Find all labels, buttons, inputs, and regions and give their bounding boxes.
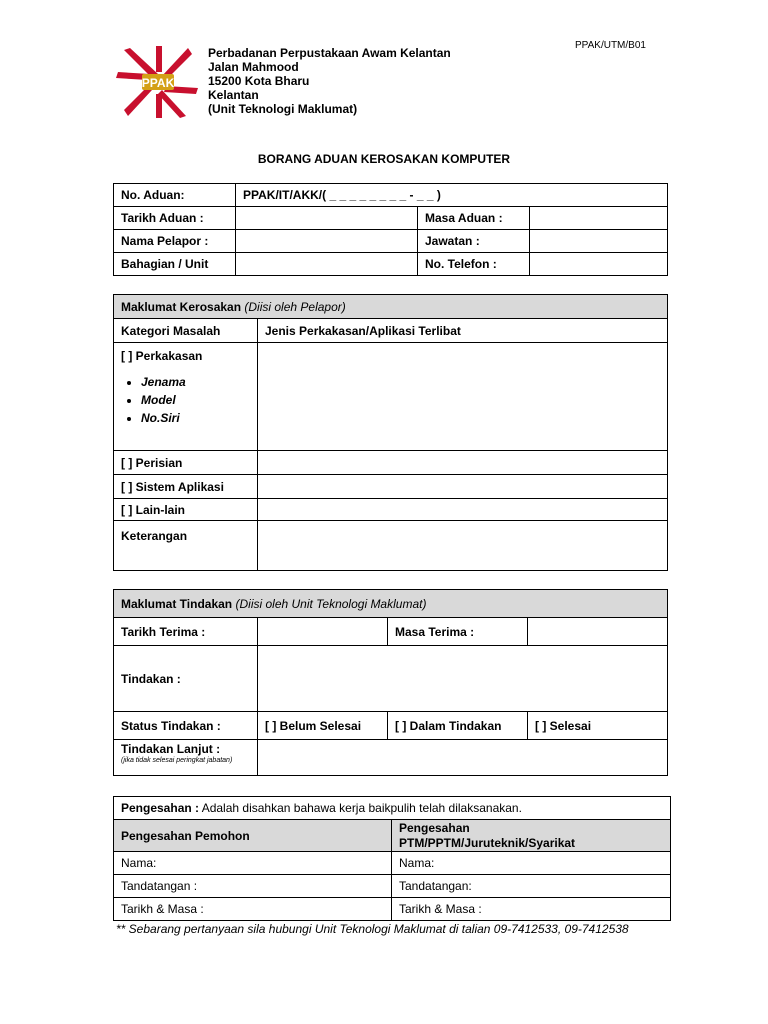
equipment-column-header: Jenis Perkakasan/Aplikasi Terlibat xyxy=(258,319,668,343)
reporter-name-field[interactable] xyxy=(236,230,418,253)
complaint-no-label: No. Aduan: xyxy=(114,184,236,207)
damage-section-header xyxy=(114,295,668,319)
phone-label: No. Telefon : xyxy=(418,253,530,276)
action-header-title: Maklumat Tindakan xyxy=(121,596,233,611)
received-time-field[interactable] xyxy=(528,618,668,646)
complaint-no-value[interactable]: PPAK/IT/AKK/( _ _ _ _ _ _ _ _ - _ _ ) xyxy=(236,184,668,207)
remarks-field[interactable] xyxy=(258,521,668,571)
app-system-detail-field[interactable] xyxy=(258,475,668,499)
ppak-logo xyxy=(112,44,204,120)
form-title: BORANG ADUAN KEROSAKAN KOMPUTER xyxy=(257,152,511,166)
hardware-category[interactable] xyxy=(114,343,258,451)
address-line: (Unit Teknologi Maklumat) xyxy=(208,102,358,116)
complaint-info-table xyxy=(113,183,668,276)
verification-label: Pengesahan : xyxy=(121,801,200,815)
status-not-completed[interactable]: [ ] Belum Selesai xyxy=(258,712,388,740)
applicant-name-field[interactable]: Nama: xyxy=(114,852,392,875)
followup-cell xyxy=(114,740,258,776)
complaint-date-field[interactable] xyxy=(236,207,418,230)
received-date-field[interactable] xyxy=(258,618,388,646)
verification-table xyxy=(113,796,671,921)
staff-header-line2: PTM/PPTM/Juruteknik/Syarikat xyxy=(399,835,576,850)
software-category[interactable]: [ ] Perisian xyxy=(114,451,258,475)
address-block xyxy=(208,46,451,116)
staff-name-field[interactable]: Nama: xyxy=(392,852,671,875)
software-detail-field[interactable] xyxy=(258,451,668,475)
unit-label: Bahagian / Unit xyxy=(114,253,236,276)
others-detail-field[interactable] xyxy=(258,499,668,521)
status-completed[interactable]: [ ] Selesai xyxy=(528,712,668,740)
action-field[interactable] xyxy=(258,646,668,712)
staff-signature-field[interactable]: Tandatangan: xyxy=(392,875,671,898)
status-in-progress[interactable]: [ ] Dalam Tindakan xyxy=(388,712,528,740)
damage-header-note: (Diisi oleh Pelapor) xyxy=(244,299,346,314)
followup-note: (jika tidak selesai peringkat jabatan) xyxy=(121,757,233,764)
action-header-note: (Diisi oleh Unit Teknologi Maklumat) xyxy=(235,596,427,611)
complaint-time-label: Masa Aduan : xyxy=(418,207,530,230)
address-line: Perbadanan Perpustakaan Awam Kelantan xyxy=(208,46,451,60)
staff-datetime-field[interactable]: Tarikh & Masa : xyxy=(392,898,671,921)
damage-info-table xyxy=(113,294,668,571)
complaint-date-label: Tarikh Aduan : xyxy=(114,207,236,230)
verification-statement xyxy=(114,797,671,820)
remarks-label: Keterangan xyxy=(114,521,258,571)
followup-field[interactable] xyxy=(258,740,668,776)
received-time-label: Masa Terima : xyxy=(388,618,528,646)
received-date-label: Tarikh Terima : xyxy=(114,618,258,646)
action-label: Tindakan : xyxy=(114,646,258,712)
others-category[interactable]: [ ] Lain-lain xyxy=(114,499,258,521)
category-column-header: Kategori Masalah xyxy=(114,319,258,343)
staff-header-line1: Pengesahan xyxy=(399,820,470,835)
logo-text: PPAK xyxy=(141,76,175,90)
address-line: 15200 Kota Bharu xyxy=(208,74,310,88)
action-info-table xyxy=(113,589,668,776)
phone-field[interactable] xyxy=(530,253,668,276)
applicant-signature-field[interactable]: Tandatangan : xyxy=(114,875,392,898)
unit-field[interactable] xyxy=(236,253,418,276)
verification-text: Adalah disahkan bahawa kerja baikpulih telah dilaksanakan. xyxy=(201,801,522,815)
hardware-checkbox-label: [ ] Perkakasan xyxy=(121,349,203,363)
footer-note: ** Sebarang pertanyaan sila hubungi Unit Teknologi Maklumat di talian 09-7412533, 09-7412538 xyxy=(116,922,629,936)
applicant-datetime-field[interactable]: Tarikh & Masa : xyxy=(114,898,392,921)
hardware-bullets xyxy=(121,373,250,427)
status-label: Status Tindakan : xyxy=(114,712,258,740)
document-code: PPAK/UTM/B01 xyxy=(575,40,646,51)
action-section-header xyxy=(114,590,668,618)
followup-label: Tindakan Lanjut : xyxy=(121,742,221,756)
bullet-serial: • No.Siri xyxy=(141,409,250,427)
app-system-category[interactable]: [ ] Sistem Aplikasi xyxy=(114,475,258,499)
address-line: Jalan Mahmood xyxy=(208,60,299,74)
bullet-model: • Model xyxy=(141,391,250,409)
complaint-time-field[interactable] xyxy=(530,207,668,230)
hardware-detail-field[interactable] xyxy=(258,343,668,451)
address-line: Kelantan xyxy=(208,88,259,102)
reporter-name-label: Nama Pelapor : xyxy=(114,230,236,253)
position-field[interactable] xyxy=(530,230,668,253)
applicant-verification-header: Pengesahan Pemohon xyxy=(114,820,392,852)
position-label: Jawatan : xyxy=(418,230,530,253)
staff-verification-header xyxy=(392,820,671,852)
damage-header-title: Maklumat Kerosakan xyxy=(121,299,242,314)
bullet-brand: • Jenama xyxy=(141,373,250,391)
